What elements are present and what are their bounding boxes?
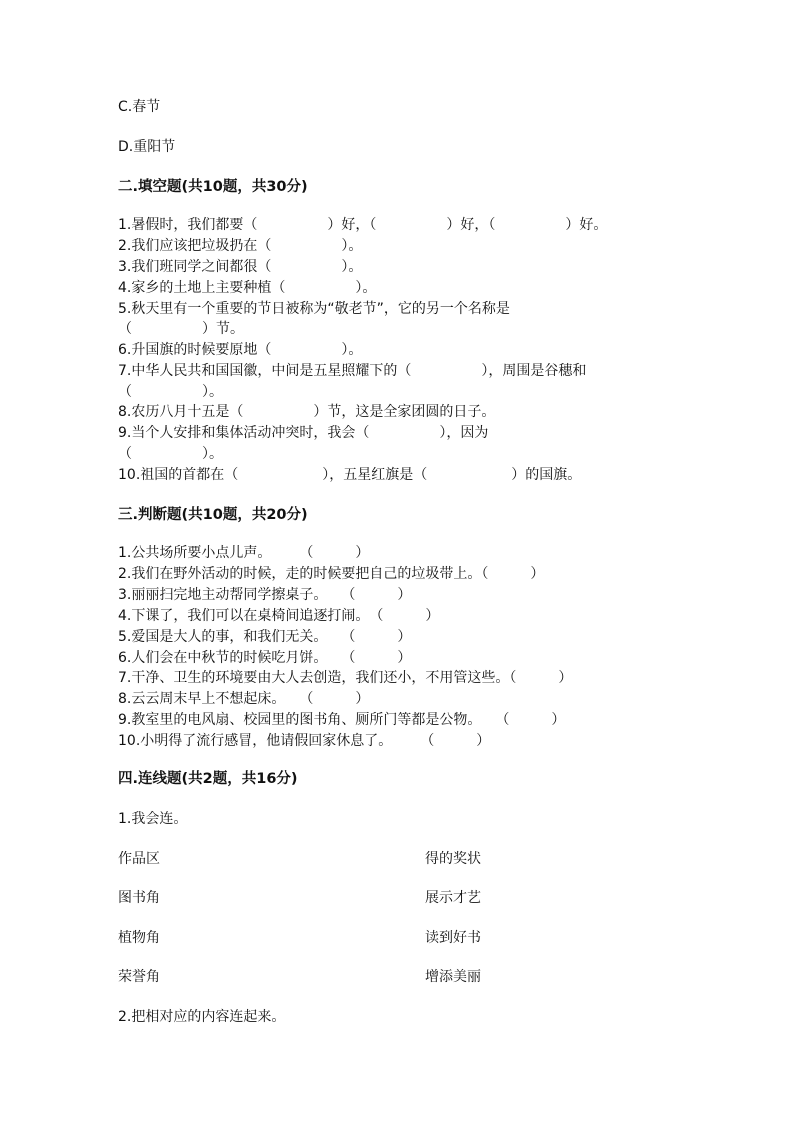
match-right-4: 增添美丽 xyxy=(425,969,481,985)
option-c: C.春节 xyxy=(118,99,161,115)
judge-line-9: 9.教室里的电风扇、校园里的图书角、厕所门等都是公物。 （ ） xyxy=(118,712,566,728)
judge-line-5: 5.爱国是大人的事，和我们无关。 （ ） xyxy=(118,629,412,645)
fill-line-9: 9.当个人安排和集体活动冲突时，我会（ ），因为 xyxy=(118,425,489,441)
match-left-1: 作品区 xyxy=(118,851,160,867)
fill-line-4: 4.家乡的土地上主要种植（ ）。 xyxy=(118,280,377,296)
match-left-3: 植物角 xyxy=(118,930,160,946)
fill-line-5: 5.秋天里有一个重要的节日被称为“敬老节”，它的另一个名称是 xyxy=(118,301,510,317)
judge-line-2: 2.我们在野外活动的时候，走的时候要把自己的垃圾带上。（ ） xyxy=(118,566,545,582)
section4-heading: 四.连线题(共2题，共16分) xyxy=(118,771,298,787)
match-left-4: 荣誉角 xyxy=(118,969,160,985)
fill-line-3: 3.我们班同学之间都很（ ）。 xyxy=(118,259,363,275)
fill-line-1: 1.暑假时，我们都要（ ）好，（ ）好，（ ）好。 xyxy=(118,217,608,233)
section3-heading: 三.判断题(共10题，共20分) xyxy=(118,507,308,523)
match-right-1: 得的奖状 xyxy=(425,851,481,867)
section2-heading: 二.填空题(共10题，共30分) xyxy=(118,179,308,195)
fill-line-6: 6.升国旗的时候要原地（ ）。 xyxy=(118,342,363,358)
match-right-2: 展示才艺 xyxy=(425,890,481,906)
fill-line-8: 8.农历八月十五是（ ）节，这是全家团圆的日子。 xyxy=(118,404,496,420)
fill-line-10: 10.祖国的首都在（ ），五星红旗是（ ）的国旗。 xyxy=(118,467,582,483)
fill-line-2: 2.我们应该把垃圾扔在（ ）。 xyxy=(118,238,363,254)
judge-line-6: 6.人们会在中秋节的时候吃月饼。 （ ） xyxy=(118,650,412,666)
match-q2: 2.把相对应的内容连起来。 xyxy=(118,1009,286,1025)
match-left-2: 图书角 xyxy=(118,890,160,906)
fill-line-7: 7.中华人民共和国国徽，中间是五星照耀下的（ ），周围是谷穗和 xyxy=(118,363,587,379)
option-d: D.重阳节 xyxy=(118,139,176,155)
fill-line-9-cont: （ ）。 xyxy=(118,446,223,462)
judge-line-7: 7.干净、卫生的环境要由大人去创造，我们还小，不用管这些。（ ） xyxy=(118,670,573,686)
judge-line-3: 3.丽丽扫完地主动帮同学擦桌子。 （ ） xyxy=(118,587,412,603)
match-right-3: 读到好书 xyxy=(425,930,481,946)
judge-line-8: 8.云云周末早上不想起床。 （ ） xyxy=(118,691,370,707)
judge-line-10: 10.小明得了流行感冒，他请假回家休息了。 （ ） xyxy=(118,733,491,749)
fill-line-7-cont: （ ）。 xyxy=(118,384,223,400)
fill-line-5-cont: （ ）节。 xyxy=(118,321,244,337)
judge-line-1: 1.公共场所要小点儿声。 （ ） xyxy=(118,545,370,561)
judge-line-4: 4.下课了，我们可以在桌椅间追逐打闹。 （ ） xyxy=(118,608,440,624)
match-q1: 1.我会连。 xyxy=(118,811,188,827)
